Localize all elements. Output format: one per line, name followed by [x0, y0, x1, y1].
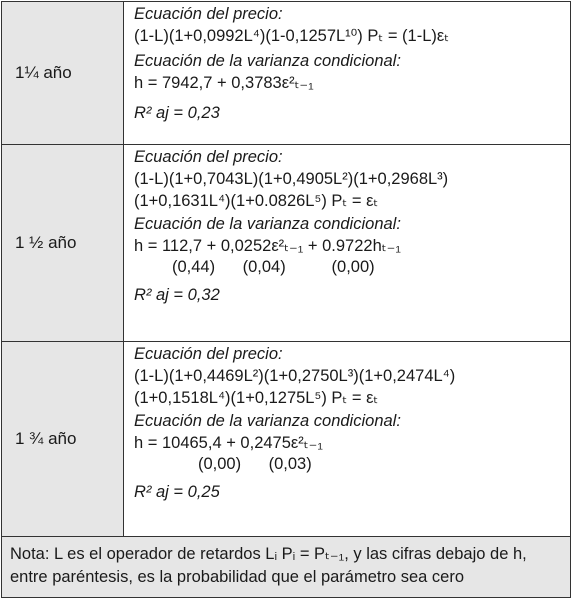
adjusted-r2: R² aj = 0,25: [134, 483, 220, 501]
price-equation-line-2: (1+0,1631L⁴)(1+0.0826L⁵) Pₜ = εₜ: [134, 192, 379, 210]
price-equation-line-1: (1-L)(1+0,4469L²)(1+0,2750L³)(1+0,2474L⁴): [134, 367, 456, 385]
price-equation: (1-L)(1+0,0992L⁴)(1-0,1257L¹⁰) Pₜ = (1-L)εₜ: [134, 27, 450, 45]
table-row: [2, 145, 571, 342]
price-equation-line-2: (1+0,1518L⁴)(1+0,1275L⁵) Pₜ = εₜ: [134, 389, 379, 407]
variance-equation: h = 10465,4 + 0,2475ε²ₜ₋₁: [134, 434, 323, 452]
variance-equation-heading: Ecuación de la varianza condicional:: [134, 215, 401, 233]
table-row: [2, 2, 571, 145]
variance-equation: h = 7942,7 + 0,3783ε²ₜ₋₁: [134, 74, 314, 92]
adjusted-r2: R² aj = 0,32: [134, 286, 220, 304]
variance-equation: h = 112,7 + 0,0252ε²ₜ₋₁ + 0.9722hₜ₋₁: [134, 237, 401, 255]
period-label: 1 ½ año: [2, 145, 124, 342]
period-label: 1¼ año: [2, 2, 124, 145]
variance-equation-heading: Ecuación de la varianza condicional:: [134, 52, 401, 70]
table-row: [2, 342, 571, 537]
price-equation-heading: Ecuación del precio:: [134, 5, 283, 23]
price-equation-heading: Ecuación del precio:: [134, 345, 283, 363]
garch-results-table: [1, 1, 571, 598]
equations-cell: [124, 342, 571, 537]
price-equation-line-1: (1-L)(1+0,7043L)(1+0,4905L²)(1+0,2968L³): [134, 170, 449, 188]
standard-errors: (0,00) (0,03): [198, 455, 312, 473]
equations-cell: [124, 2, 571, 145]
period-label: 1 ¾ año: [2, 342, 124, 537]
equations-cell: [124, 145, 571, 342]
table-row: [2, 537, 571, 598]
price-equation-heading: Ecuación del precio:: [134, 148, 283, 166]
variance-equation-heading: Ecuación de la varianza condicional:: [134, 412, 401, 430]
standard-errors: (0,44) (0,04) (0,00): [172, 258, 375, 276]
footnote: Nota: L es el operador de retardos Lᵢ Pᵢ = Pₜ₋₁, y las cifras debajo de h, entre paréntesis, es la probabilidad que el parámetro sea cero: [2, 537, 571, 598]
adjusted-r2: R² aj = 0,23: [134, 104, 220, 122]
